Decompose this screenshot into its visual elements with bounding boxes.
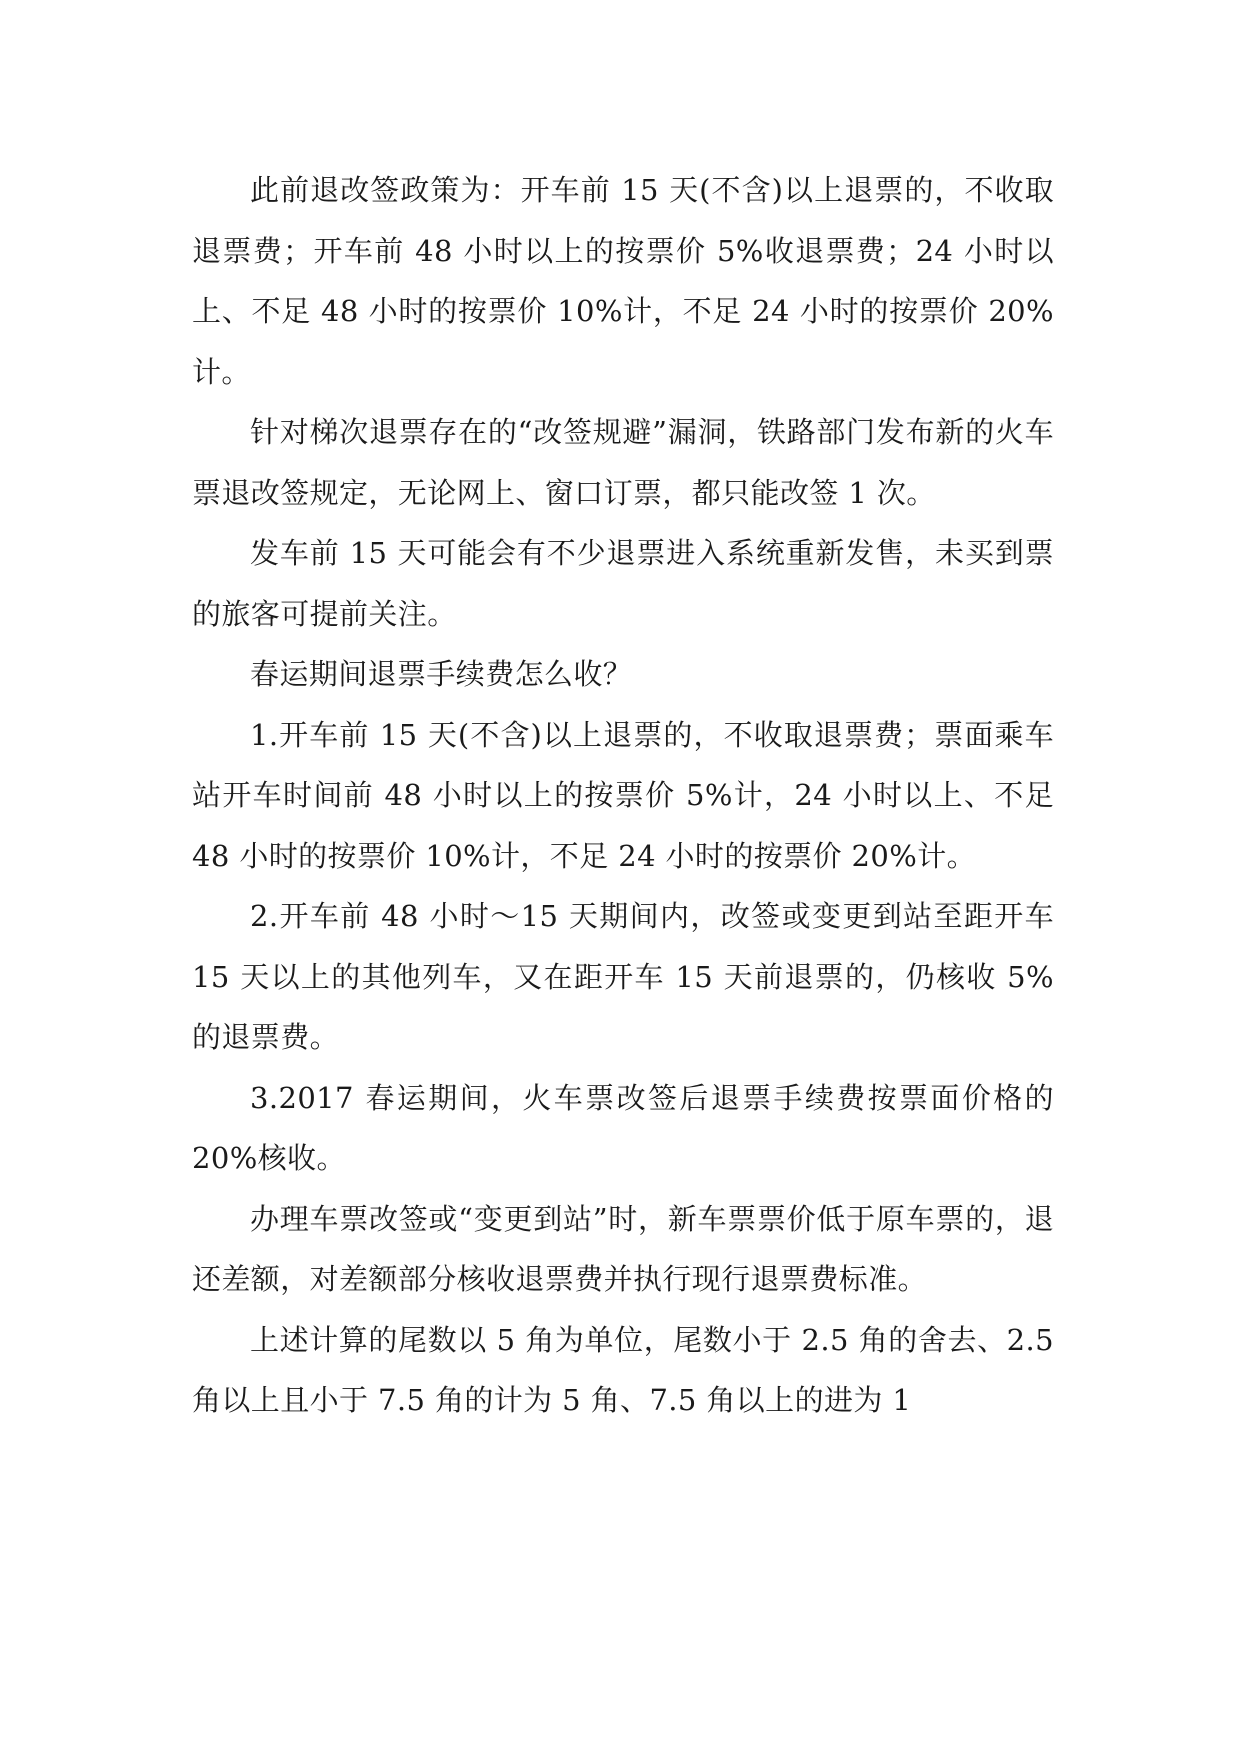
paragraph-previous-policy: 此前退改签政策为：开车前 15 天(不含)以上退票的，不收取退票费；开车前 48 小时以上的按票价 5%收退票费；24 小时以上、不足 48 小时的按票价 10%计，不足 24 小时的按票价 20%计。 <box>192 173 1054 389</box>
paragraph-resale-notice: 发车前 15 天可能会有不少退票进入系统重新发售，未买到票的旅客可提前关注。 <box>192 536 1054 631</box>
paragraph-rule-3: 3.2017 春运期间，火车票改签后退票手续费按票面价格的 20%核收。 <box>192 1080 1054 1175</box>
document-body <box>192 160 1054 1431</box>
paragraph-rounding-rule: 上述计算的尾数以 5 角为单位，尾数小于 2.5 角的舍去、2.5 角以上且小于 7.5 角的计为 5 角、7.5 角以上的进为 1 <box>192 1322 1054 1417</box>
paragraph-change-station: 办理车票改签或“变更到站”时，新车票票价低于原车票的，退还差额，对差额部分核收退票费并执行现行退票费标准。 <box>192 1201 1054 1296</box>
paragraph-rule-2: 2.开车前 48 小时～15 天期间内，改签或变更到站至距开车 15 天以上的其他列车，又在距开车 15 天前退票的，仍核收 5%的退票费。 <box>192 899 1054 1054</box>
paragraph-new-rule: 针对梯次退票存在的“改签规避”漏洞，铁路部门发布新的火车票退改签规定，无论网上、窗口订票，都只能改签 1 次。 <box>192 415 1054 510</box>
paragraph-question-heading: 春运期间退票手续费怎么收？ <box>250 657 633 691</box>
paragraph-rule-1: 1.开车前 15 天(不含)以上退票的，不收取退票费；票面乘车站开车时间前 48 小时以上的按票价 5%计，24 小时以上、不足 48 小时的按票价 10%计，不足 24 小时的按票价 20%计。 <box>192 717 1054 873</box>
